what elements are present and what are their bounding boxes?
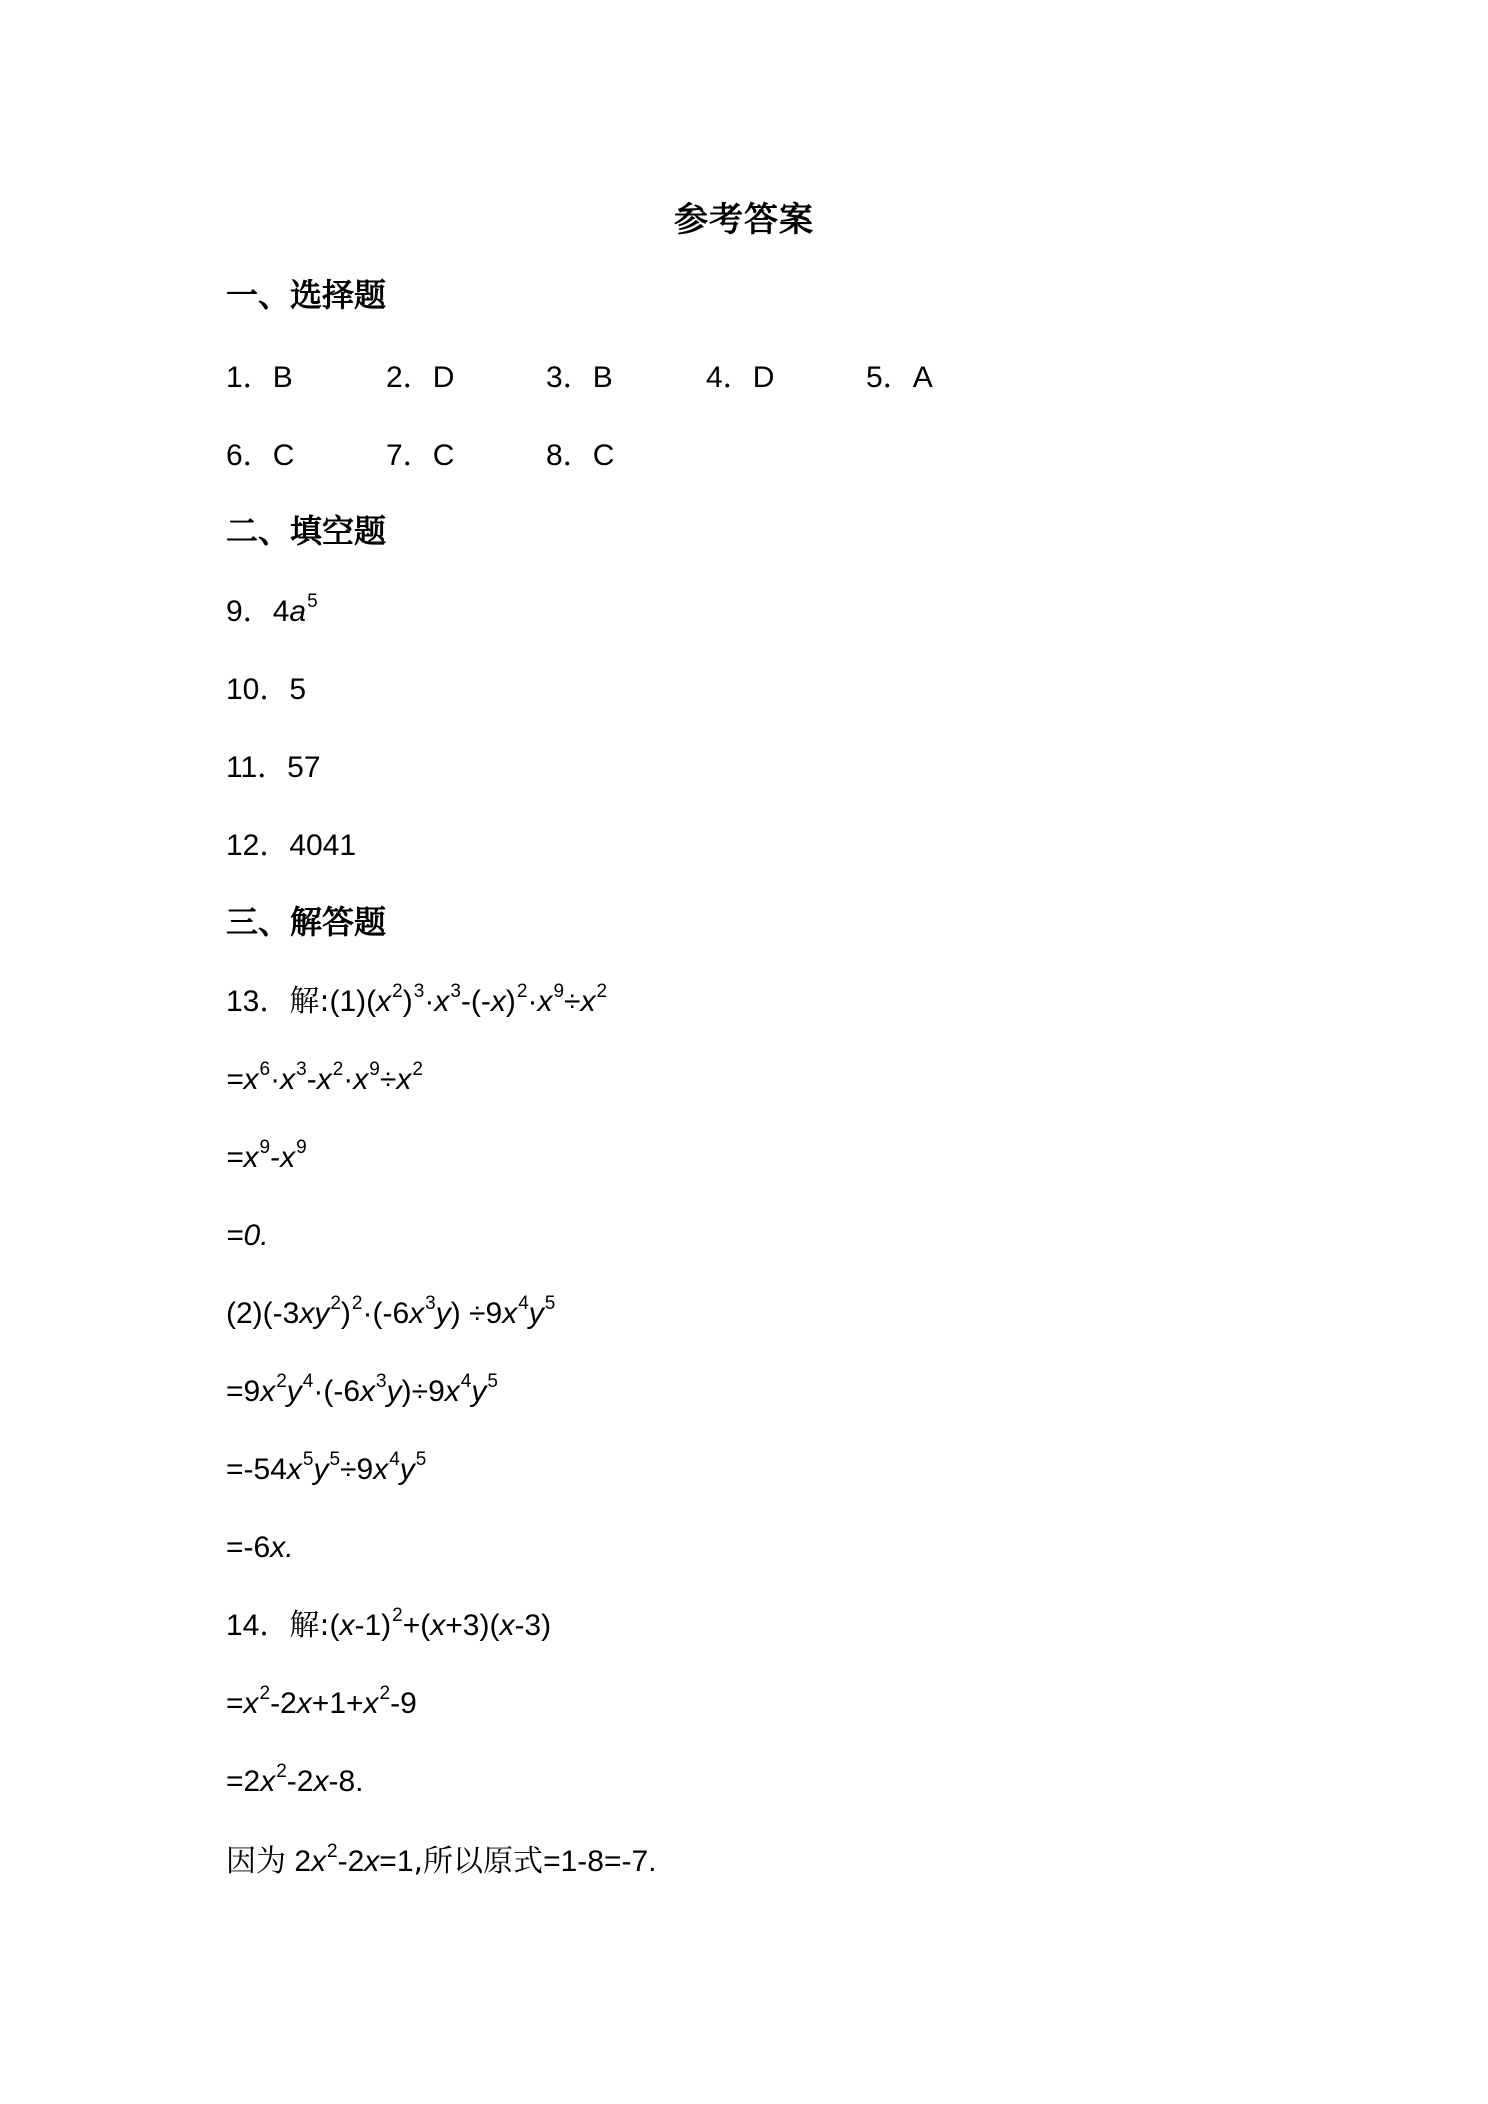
q13-part1-step1: $=x^6\cdot x^3-x^2\cdot x^9\div x^2$ <box>226 1059 423 1096</box>
choice-row-2 <box>226 434 706 478</box>
choice-answer: 6．C <box>226 439 295 472</box>
q13-part1-result: =0. <box>226 1219 269 1252</box>
choice-answer: 3．B <box>546 361 613 394</box>
q14-expression: 14．解$:(x-1)^2+(x+3)(x-3)$ <box>226 1605 552 1643</box>
choice-answer: 7．C <box>386 439 455 472</box>
fill-answer-9: 9．$4a^5$ <box>226 591 318 628</box>
q14-step2: $=2x^2-2x-8$. <box>226 1761 364 1798</box>
q13-part2-step2: $=-54x^5y^5\div 9x^4y^5$ <box>226 1449 427 1486</box>
q14-conclusion: 因为 $2x^2-2x=1$,所以原式=1-8=-7. <box>226 1841 657 1879</box>
section-heading-solve: 三、解答题 <box>226 903 387 941</box>
q13-part1-expression: 13．解$:(1)(x^2)^3\cdot x^3-(-x)^2\cdot x^9\div x^2$ <box>226 981 608 1019</box>
q14-step1: $=x^2-2x+1+x^2-9$ <box>226 1683 417 1720</box>
section-heading-fill: 二、填空题 <box>226 512 387 550</box>
choice-answer: 5．A <box>866 361 933 394</box>
q13-part2-expression: $(2)(-3xy^2)^2\cdot(-6x^3y) \div 9x^4y^5$ <box>226 1293 556 1330</box>
choice-answer: 8．C <box>546 439 615 472</box>
choice-answer: 4．D <box>706 361 775 394</box>
q13-part2-result: =-6x. <box>226 1531 294 1564</box>
section-heading-choice: 一、选择题 <box>226 276 387 314</box>
q13-part2-step1: $=9x^2y^4\cdot(-6x^3y)\div 9x^4y^5$ <box>226 1371 498 1408</box>
fill-answer-11: 11．57 <box>226 751 321 784</box>
fill-answer-10: 10．5 <box>226 673 307 706</box>
fill-answer-12: 12．4041 <box>226 829 357 862</box>
choice-answer: 1．B <box>226 361 293 394</box>
choice-answer: 2．D <box>386 361 455 394</box>
q13-part1-step2: $=x^9-x^9$ <box>226 1137 307 1174</box>
choice-row-1 <box>226 356 1026 400</box>
page-title: 参考答案 <box>674 200 814 240</box>
